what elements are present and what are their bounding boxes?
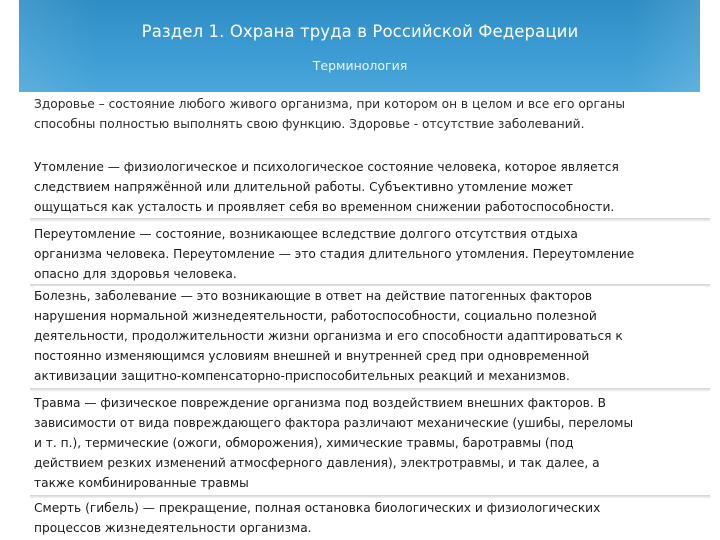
text-line: Здоровье – состояние любого живого организма, при котором он в целом и все его органы (34, 97, 626, 111)
text-line: Болезнь, заболевание — это возникающие в ответ на действие патогенных факторов (34, 289, 593, 303)
text-line: следствием напряжённой или длительной работы. Субъективно утомление может (34, 180, 574, 194)
block-shadow (30, 388, 710, 392)
definition-health (34, 94, 625, 134)
text-line: Травма — физическое повреждение организма под воздействием внешних факторов. В (34, 396, 606, 410)
definition-fatigue (34, 157, 706, 217)
text-line: также комбинированные травмы (34, 476, 249, 490)
title-banner (19, 0, 700, 92)
text-line: и т. п.), термические (ожоги, обморожения), химические травмы, баротравмы (под (34, 436, 574, 450)
text-line: процессов жизнедеятельности организма. (34, 521, 312, 535)
text-line: деятельности, продолжительности жизни организма и его способности адаптироваться к (34, 329, 623, 343)
text-line: опасно для здоровья человека. (34, 267, 237, 281)
text-line: нарушения нормальной жизнедеятельности, работоспособности, социально полезной (34, 309, 597, 323)
block-shadow (30, 218, 710, 222)
definition-death (34, 498, 706, 538)
definition-disease (34, 286, 706, 386)
text-line: Утомление — физиологическое и психологическое состояние человека, которое является (34, 160, 619, 174)
text-line: Смерть (гибель) — прекращение, полная остановка биологических и физиологических (34, 501, 601, 515)
text-line: активизации защитно-компенсаторно-приспособительных реакций и механизмов. (34, 369, 570, 383)
definition-overfatigue (34, 224, 706, 284)
text-line: постоянно изменяющимся условиям внешней и внутренней сред при одновременной (34, 349, 590, 363)
text-line: ощущаться как усталость и проявляет себя во временном снижении работоспособности. (34, 200, 615, 214)
text-line: зависимости от вида повреждающего фактора различают механические (ушибы, переломы (34, 416, 634, 430)
text-line: способны полностью выполнять свою функцию. Здоровье - отсутствие заболеваний. (34, 117, 585, 131)
text-line: действием резких изменений атмосферного давления), электротравмы, и так далее, а (34, 456, 600, 470)
slide-subtitle: Терминология (312, 58, 408, 73)
text-line: Переутомление — состояние, возникающее вследствие долгого отсутствия отдыха (34, 227, 578, 241)
definition-injury (34, 393, 706, 493)
text-line: организма человека. Переутомление — это стадия длительного утомления. Переутомление (34, 247, 635, 261)
slide-title: Раздел 1. Охрана труда в Российской Федерации (141, 22, 579, 41)
